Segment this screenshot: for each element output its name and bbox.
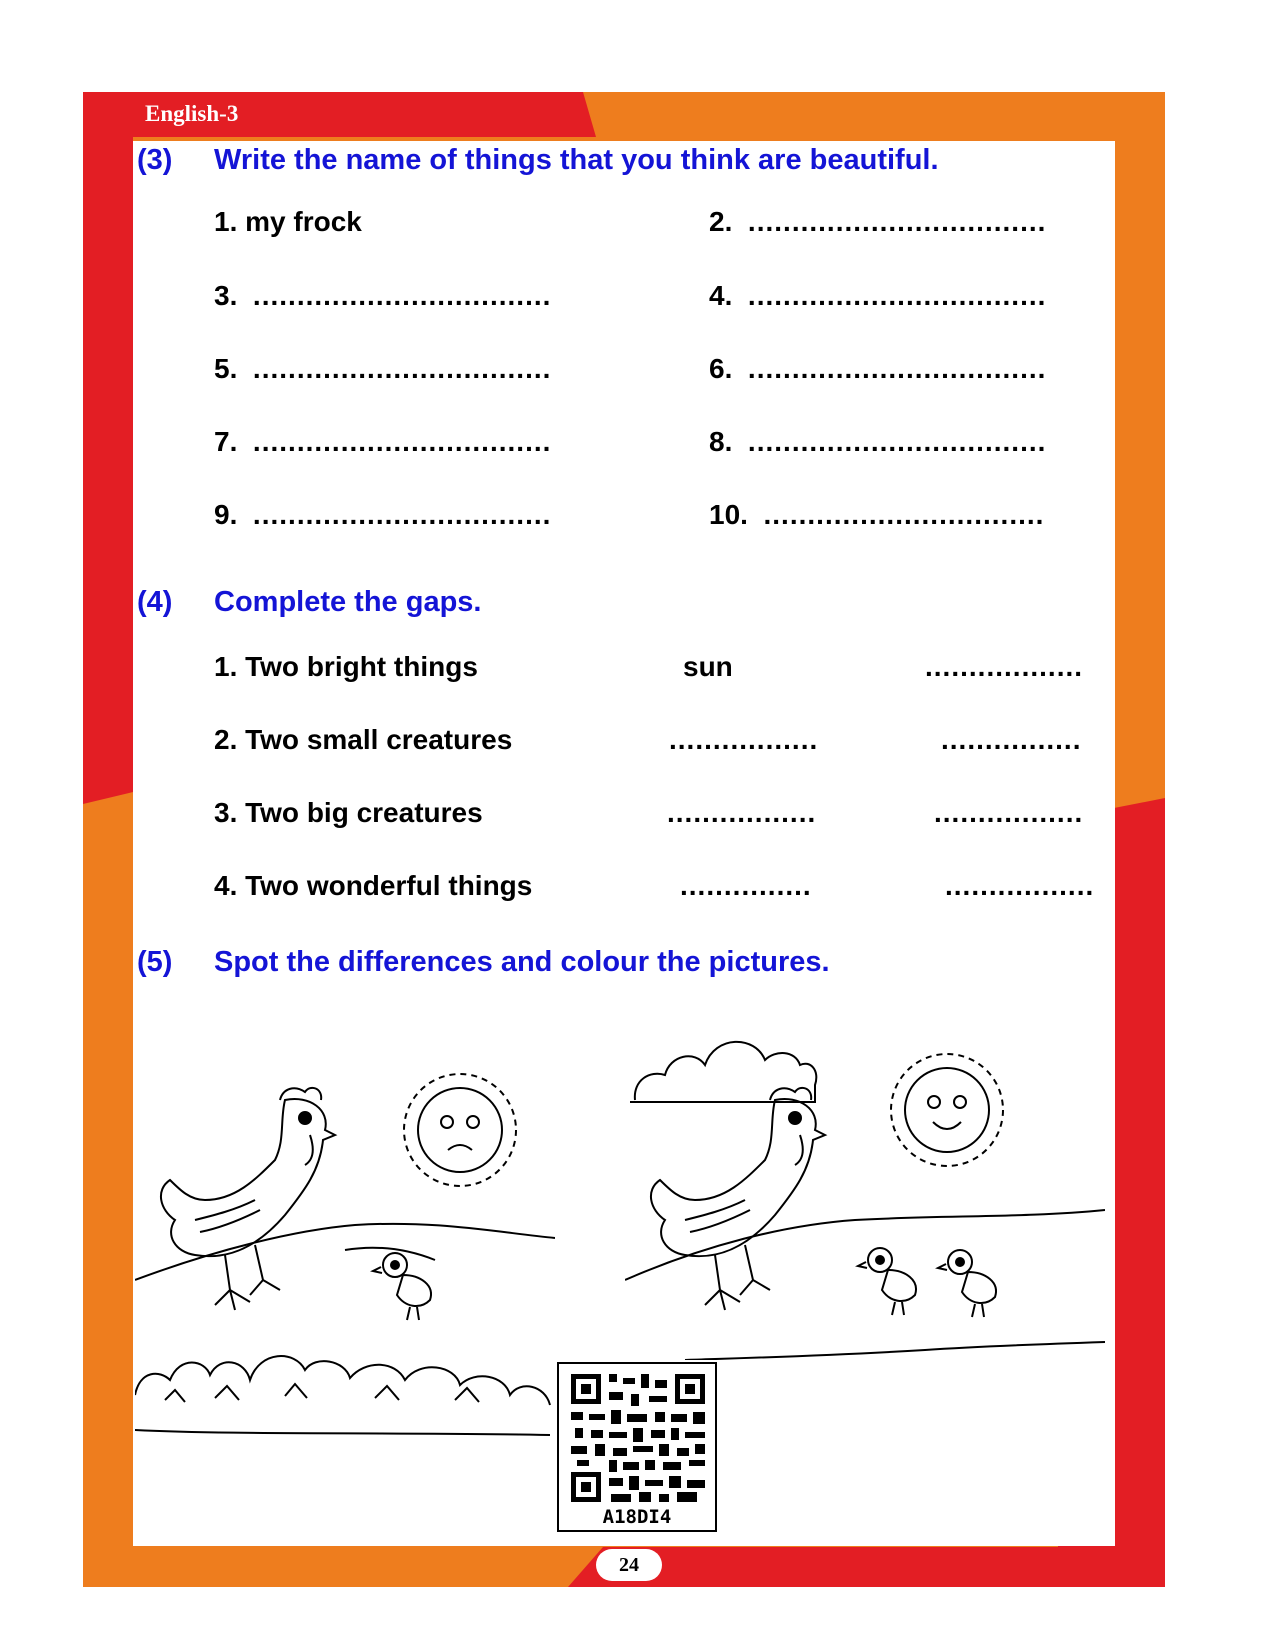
q3-item-7[interactable]: 7. .................................. [214,426,552,457]
hill [625,1210,1105,1280]
ground-line [685,1342,1105,1360]
page-number: 24 [596,1549,662,1581]
right-picture [625,1020,1105,1360]
happy-sun-icon [891,1054,1003,1166]
left-picture [135,1040,555,1460]
q4-row-3-answer-1[interactable]: ................. [667,797,817,828]
q3-item-5[interactable]: 5. .................................. [214,353,552,384]
hill [135,1224,555,1280]
chick-icon [938,1250,996,1317]
q3-item-1: 1. my frock [214,206,362,237]
question-instruction: Spot the differences and colour the pictures. [214,946,830,978]
q4-row-2-answer-2[interactable]: ................ [941,724,1082,755]
q4-row-4-label: 4. Two wonderful things [214,870,533,901]
q4-row-2-label: 2. Two small creatures [214,724,513,755]
qr-code-label: A18DI4 [602,1506,672,1528]
q4-row-3-label: 3. Two big creatures [214,797,483,828]
question-instruction: Write the name of things that you think are beautiful. [214,144,939,176]
question-number: (4) [137,586,173,618]
cloud-icon [630,1042,816,1102]
q3-item-3[interactable]: 3. .................................. [214,280,552,311]
q4-row-4-answer-1[interactable]: ............... [680,870,812,901]
question-number: (5) [137,946,173,978]
q4-row-1-answer-1: sun [683,651,733,682]
q4-row-2-answer-1[interactable]: ................. [669,724,819,755]
sad-sun-icon [404,1074,516,1186]
q3-item-2[interactable]: 2. .................................. [709,206,1047,237]
qr-code-icon [571,1374,705,1502]
q4-row-3-answer-2[interactable]: ................. [934,797,1084,828]
q3-item-9[interactable]: 9. .................................. [214,499,552,530]
q4-row-1-answer-2[interactable]: .................. [925,651,1084,682]
chick-icon [373,1253,431,1320]
q4-row-4-answer-2[interactable]: ................. [945,870,1095,901]
q3-item-10[interactable]: 10. ................................ [709,499,1045,530]
book-title: English-3 [145,101,239,126]
hen-icon [651,1088,825,1310]
q3-item-8[interactable]: 8. .................................. [709,426,1047,457]
bush [135,1356,550,1405]
question-instruction: Complete the gaps. [214,586,482,618]
q3-item-4[interactable]: 4. .................................. [709,280,1047,311]
qr-code-box[interactable] [557,1362,717,1532]
hen-icon [161,1088,335,1310]
q4-row-1-label: 1. Two bright things [214,651,478,682]
question-number: (3) [137,144,173,176]
chick-icon [858,1248,916,1315]
bush [135,1430,550,1435]
q3-item-6[interactable]: 6. .................................. [709,353,1047,384]
